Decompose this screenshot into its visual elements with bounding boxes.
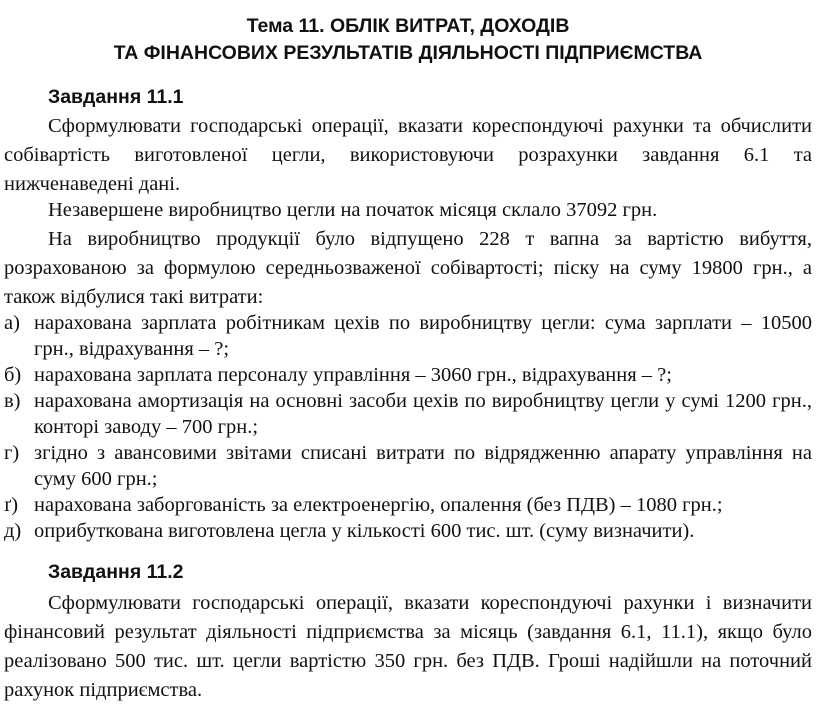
task-11-1-heading: Завдання 11.1: [48, 86, 184, 108]
list-item: [4, 310, 812, 362]
list-item: [4, 440, 812, 492]
list-item-marker: б): [4, 364, 22, 386]
list-item-text: згідно з авансовими звітами списані витрати по відрядженню апарату управління на суму 600 грн.;: [34, 442, 812, 490]
expense-list: [4, 310, 812, 544]
task-11-2-heading: Завдання 11.2: [48, 561, 184, 583]
list-item-marker: а): [4, 312, 20, 334]
list-item-marker: в): [4, 390, 21, 412]
page-title-line-2: ТА ФІНАНСОВИХ РЕЗУЛЬТАТІВ ДІЯЛЬНОСТІ ПІДПРИЄМСТВА: [113, 42, 703, 64]
task-11-1-paragraph-2: Незавершене виробництво цегли на початок місяця склало 37092 грн.: [48, 199, 658, 221]
list-item-marker: д): [4, 520, 22, 542]
list-item-text: нарахована заборгованість за електроенергію, опалення (без ПДВ) – 1080 грн.;: [34, 494, 723, 516]
list-item: [4, 492, 812, 518]
page-title-line-1: Тема 11. ОБЛІК ВИТРАТ, ДОХОДІВ: [246, 15, 570, 37]
task-11-2-paragraph-1: Сформулювати господарські операції, вказати кореспондуючі рахунки і визначити фінансовий результат діяльності підприємства за місяць (завдання 6.1, 11.1), якщо було реалізовано 500 тис. шт. цегли вартістю 350 грн. без ПДВ. Гроші надійшли на поточний рахунок підприємства.: [4, 592, 812, 701]
list-item-text: нарахована зарплата робітникам цехів по виробництву цегли: сума зарплати – 10500 грн., відрахування – ?;: [34, 312, 812, 360]
list-item: [4, 388, 812, 440]
list-item-text: нарахована зарплата персоналу управління – 3060 грн., відрахування – ?;: [34, 364, 672, 386]
list-item-marker: ґ): [4, 494, 19, 516]
task-11-1-paragraph-3: На виробництво продукції було відпущено 228 т вапна за вартістю вибуття, розрахованою за формулою середньозваженої собівартості; піску на суму 19800 грн., а також відбулися такі витрати:: [4, 228, 812, 308]
list-item: [4, 518, 812, 544]
list-item-text: оприбуткована виготовлена цегла у кількості 600 тис. шт. (суму визначити).: [34, 520, 695, 542]
task-11-1-paragraph-1: Сформулювати господарські операції, вказати кореспондуючі рахунки та обчислити собівартість виготовленої цегли, використовуючи розрахунки завдання 6.1 та нижченаведені дані.: [4, 115, 812, 195]
list-item-marker: г): [4, 442, 20, 464]
list-item-text: нарахована амортизація на основні засоби цехів по виробництву цегли у сумі 1200 грн., конторі заводу – 700 грн.;: [34, 390, 812, 438]
list-item: [4, 362, 812, 388]
